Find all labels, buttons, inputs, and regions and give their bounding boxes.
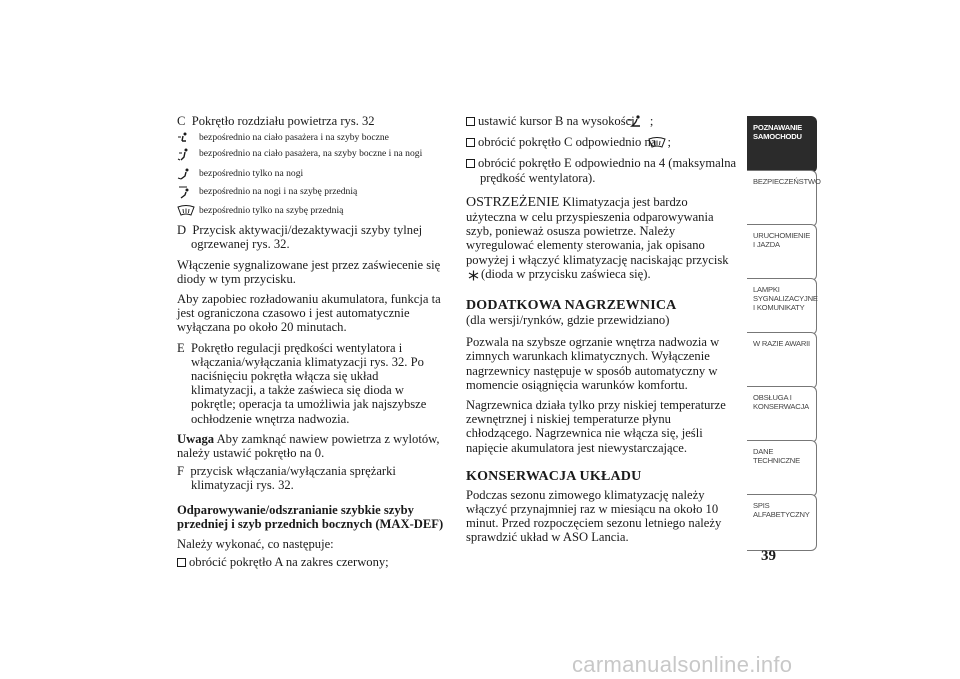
checkbox-bullet-icon (177, 558, 186, 567)
bullet-item: obrócić pokrętło C odpowiednio na ; (466, 135, 740, 152)
mode-item (177, 186, 445, 199)
section-heading: DODATKOWA NAGRZEWNICA (466, 298, 677, 314)
mode-list (177, 132, 445, 217)
mode-item-text: bezpośrednio na nogi i na szybę przednią (199, 186, 358, 198)
bullet-item: obrócić pokrętło E odpowiednio na 4 (maksymalna prędkość wentylatora). (466, 156, 740, 184)
defrost-windshield-icon (177, 205, 199, 217)
tab-w-razie-awarii[interactable]: W RAZIE AWARII (747, 332, 817, 389)
tab-bezpieczenstwo[interactable]: BEZPIECZEŃSTWO (747, 170, 817, 227)
mode-item (177, 168, 445, 180)
tab-spis-alfabetyczny[interactable]: SPIS ALFABETYCZNY (747, 494, 817, 551)
mode-item-text: bezpośrednio tylko na nogi (199, 168, 304, 180)
mode-item-text: bezpośrednio na ciało pasażera i na szyby boczne (199, 132, 389, 144)
section-subheading: (dla wersji/rynków, gdzie przewidziano) (466, 313, 670, 328)
mode-item-text: bezpośrednio tylko na szybę przednią (199, 205, 344, 217)
vent-body-feet-icon (640, 115, 648, 131)
section-heading: KONSERWACJA UKŁADU (466, 468, 642, 484)
mode-item (177, 132, 445, 144)
mode-item (177, 205, 445, 217)
paragraph: Nagrzewnica działa tylko przy niskiej temperaturze zewnętrznej i niskiej temperaturze płynu chłodzącego. Nagrzewnica nie włącza się, jeśli napięcie akumulatora jest niewystarczające. (466, 398, 726, 455)
watermark: carmanualsonline.info (572, 652, 793, 677)
vent-feet-windshield-icon (177, 186, 199, 199)
warning-paragraph: OSTRZEŻENIE Klimatyzacja jest bardzo użyteczna w celu przyspieszenia odparowywania szyb, ponieważ osusza powietrze. Należy wyregulować elementy sterowania, jak opisano powyżej i włączyć klimatyzację naciskając przycisk (dioda w przycisku zaświeca się). (466, 195, 740, 284)
right-column (466, 114, 740, 545)
tab-poznawanie-samochodu[interactable]: POZNAWANIE SAMOCHODU (747, 116, 817, 173)
defrost-windshield-icon (662, 137, 666, 152)
tab-uruchomienie-i-jazda[interactable]: URUCHOMIENIE I JAZDA (747, 224, 817, 281)
bullet-item: ustawić kursor B na wysokości ; (466, 114, 740, 131)
mode-item (177, 148, 445, 162)
section-title: Odparowywanie/odszranianie szybkie szyby przedniej i szyb przednich bocznych (MAX-DEF) (177, 502, 444, 531)
left-column (177, 114, 445, 569)
note-label: Uwaga (177, 431, 215, 446)
item-f: F przycisk włączania/wyłączania sprężarki klimatyzacji rys. 32. (177, 464, 396, 493)
paragraph: Aby zapobiec rozładowaniu akumulatora, funkcja ta jest ograniczona czasowo i jest automatycznie wyłączana po około 20 minutach. (177, 292, 441, 335)
snowflake-ac-icon (468, 270, 479, 284)
item-d: D Przycisk aktywacji/dezaktywacji szyby tylnej ogrzewanej rys. 32. (177, 223, 423, 252)
paragraph: Należy wykonać, co następuje: (177, 537, 334, 552)
checkbox-bullet-icon (466, 117, 475, 126)
chapter-sidebar (747, 116, 819, 542)
bullet-item: obrócić pokrętło A na zakres czerwony; (177, 555, 445, 569)
paragraph: Pozwala na szybsze ogrzanie wnętrza nadwozia w zimnych warunkach klimatycznych. Wyłączenie nagrzewnicy następuje w sposób automatyczny w momencie osiągnięcia warunków komfortu. (466, 335, 720, 392)
item-c-text: Pokrętło rozdziału powietrza rys. 32 (191, 114, 375, 128)
tab-obsluga-i-konserwacja[interactable]: OBSŁUGA I KONSERWACJA (747, 386, 817, 443)
mode-item-text: bezpośrednio na ciało pasażera, na szyby boczne i na nogi (199, 148, 423, 160)
item-e: E Pokrętło regulacji prędkości wentylatora i włączania/wyłączania klimatyzacji rys. 32. Po naciśnięciu pokrętła włącza się układ klimatyzacji, a także zaświeca się dioda w pokrętle; operacja ta umożliwia jak najszybsze ochłodzenie wnętrza nadwozia. (177, 340, 427, 426)
checkbox-bullet-icon (466, 138, 475, 147)
tab-lampki-sygnalizacyjne[interactable]: LAMPKI SYGNALIZACYJNE I KOMUNIKATY (747, 278, 817, 335)
paragraph: Podczas sezonu zimowego klimatyzację należy włączyć przynajmniej raz w miesiącu na około 10 minut. Przed rozpoczęciem sezonu letniego należy sprawdzić układ w ASO Lancia. (466, 487, 722, 545)
item-c (177, 114, 445, 128)
warning-label: OSTRZEŻENIE (466, 194, 560, 210)
tab-dane-techniczne[interactable]: DANE TECHNICZNE (747, 440, 817, 497)
page-number: 39 (761, 548, 776, 564)
paragraph: Włączenie sygnalizowane jest przez zaświecenie się diody w tym przycisku. (177, 257, 441, 286)
vent-body-feet-icon (177, 148, 199, 162)
vent-body-icon (177, 132, 199, 144)
vent-feet-icon (177, 168, 199, 180)
note-paragraph: Uwaga Aby zamknąć nawiew powietrza z wylotów, należy ustawić pokrętło na 0. (177, 431, 440, 461)
checkbox-bullet-icon (466, 159, 475, 168)
item-c-label: C (177, 114, 186, 128)
